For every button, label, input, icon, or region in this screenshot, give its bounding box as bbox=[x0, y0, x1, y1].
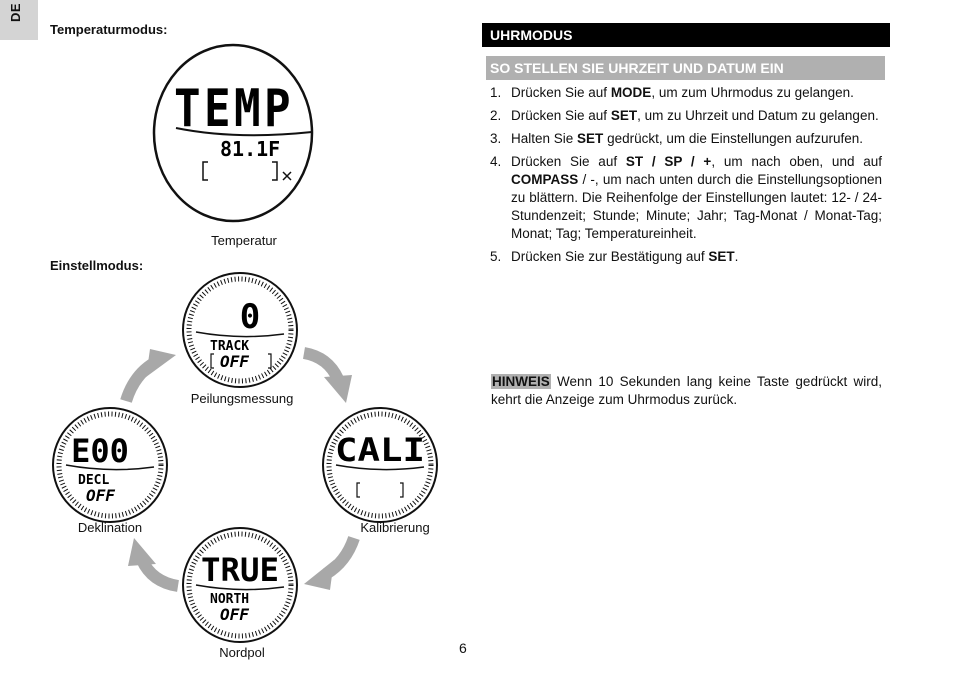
temp-main-text: TEMP bbox=[174, 79, 294, 139]
subsection-title-bar: SO STELLEN SIE UHRZEIT UND DATUM EIN bbox=[486, 56, 885, 80]
step-text: Drücken Sie zur Bestätigung auf bbox=[511, 249, 709, 264]
declination-line1-text: DECL bbox=[78, 473, 110, 488]
calibration-caption: Kalibrierung bbox=[360, 520, 430, 535]
instruction-step bbox=[490, 248, 882, 266]
arrow-calibration-to-north bbox=[300, 532, 362, 592]
calibration-main-text: CALI bbox=[335, 431, 425, 469]
declination-line2-text: OFF bbox=[86, 486, 115, 505]
temperature-mode-heading: Temperaturmodus: bbox=[50, 22, 168, 37]
bearing-main-text: 0 bbox=[239, 297, 261, 337]
step-text: . bbox=[734, 249, 739, 264]
step-text: gedrückt, um die Einstellungen aufzurufen. bbox=[603, 131, 863, 146]
declination-caption: Deklination bbox=[77, 520, 143, 535]
step-text: Drücken Sie auf bbox=[511, 154, 626, 169]
temperature-display bbox=[150, 40, 320, 230]
step-number: 4. bbox=[490, 154, 502, 169]
step-keyword: COMPASS bbox=[511, 172, 579, 187]
arrow-north-to-declination bbox=[120, 534, 182, 594]
step-keyword: SET bbox=[610, 108, 638, 123]
section-title-bar: UHRMODUS bbox=[482, 23, 890, 47]
temp-value-text: 81.1F bbox=[220, 137, 281, 161]
language-code: DE bbox=[8, 2, 23, 22]
step-number: 3. bbox=[490, 131, 502, 146]
step-text: , um zu Uhrzeit und Datum zu gelangen. bbox=[637, 108, 879, 123]
note-paragraph bbox=[491, 373, 882, 409]
step-number: 1. bbox=[490, 85, 502, 100]
step-text: , um zum Uhrmodus zu gelangen. bbox=[651, 85, 854, 100]
bearing-line2-text: OFF bbox=[220, 352, 249, 371]
instruction-steps bbox=[490, 84, 882, 271]
bearing-caption: Peilungsmessung bbox=[190, 391, 294, 406]
declination-display bbox=[50, 405, 170, 525]
bearing-display bbox=[180, 270, 300, 390]
instruction-step bbox=[490, 107, 882, 125]
page-number: 6 bbox=[459, 640, 467, 656]
arrow-bearing-to-calibration bbox=[300, 345, 360, 405]
note-text: Wenn 10 Sekunden lang keine Taste gedrückt wird, kehrt die Anzeige zum Uhrmodus zurück. bbox=[491, 374, 882, 407]
step-keyword: SET bbox=[708, 249, 735, 264]
north-caption: Nordpol bbox=[219, 645, 265, 660]
step-text: / -, um nach unten durch die Einstellungsoptionen zu blättern. Die Reihenfolge der Einstellungen lautet: 12- / 24-Stundenzeit; Stunde; Minute; Jahr; Tag-Monat / Monat-Tag; Monat; Tag; Temperatureinheit. bbox=[511, 172, 882, 241]
step-keyword: ST / SP / + bbox=[625, 154, 712, 169]
step-text: Drücken Sie auf bbox=[511, 85, 611, 100]
calibration-display bbox=[320, 405, 440, 525]
step-keyword: MODE bbox=[610, 85, 652, 100]
instruction-step bbox=[490, 130, 882, 148]
step-keyword: SET bbox=[577, 131, 604, 146]
instruction-step bbox=[490, 84, 882, 102]
step-text: Drücken Sie auf bbox=[511, 108, 611, 123]
arrow-declination-to-bearing bbox=[118, 345, 180, 405]
temperature-caption: Temperatur bbox=[211, 233, 277, 248]
north-main-text: TRUE bbox=[201, 551, 279, 589]
step-text: , um nach oben, und auf bbox=[711, 154, 882, 169]
north-line2-text: OFF bbox=[220, 605, 249, 624]
north-display bbox=[180, 525, 300, 645]
language-tab bbox=[0, 0, 38, 40]
note-label: HINWEIS bbox=[492, 374, 550, 389]
step-number: 5. bbox=[490, 249, 502, 264]
settings-mode-heading: Einstellmodus: bbox=[50, 258, 144, 273]
bearing-line1-text: TRACK bbox=[210, 339, 250, 354]
instruction-step bbox=[490, 153, 882, 243]
step-text: Halten Sie bbox=[511, 131, 578, 146]
north-line1-text: NORTH bbox=[210, 592, 250, 607]
declination-main-text: E00 bbox=[71, 432, 129, 470]
step-number: 2. bbox=[490, 108, 502, 123]
